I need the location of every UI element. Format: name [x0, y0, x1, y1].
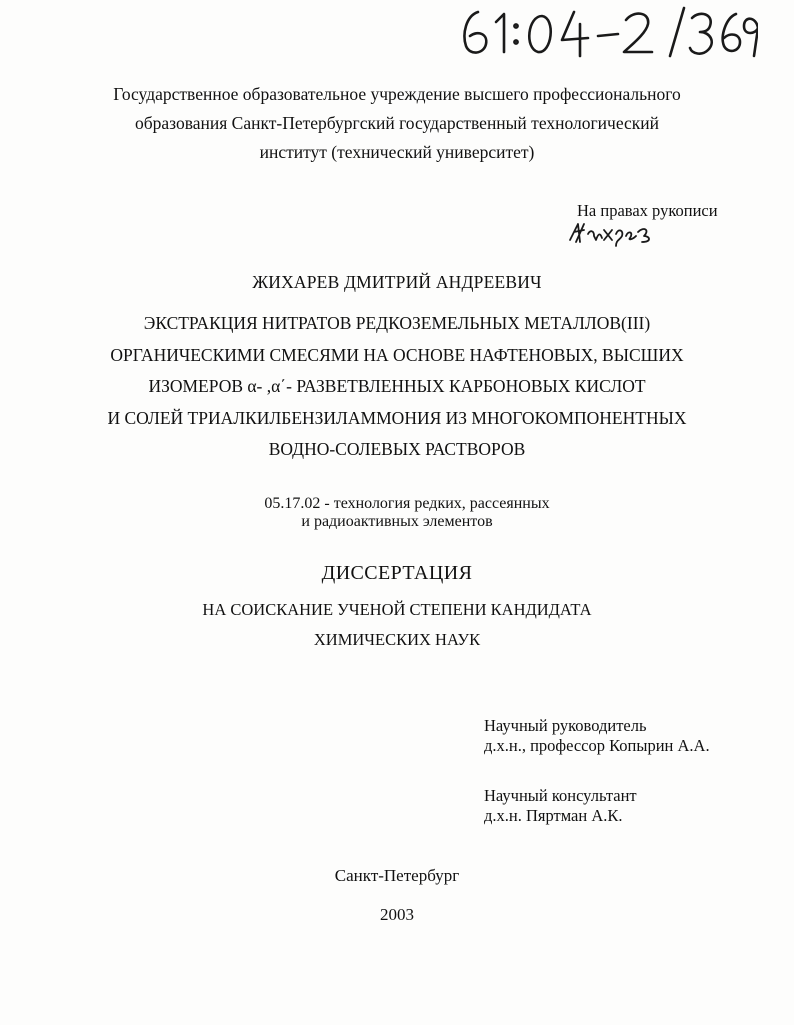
title-line: ИЗОМЕРОВ α- ,α΄- РАЗВЕТВЛЕННЫХ КАРБОНОВЫХ КИСЛОТ: [148, 376, 646, 396]
institution-line: образования Санкт-Петербургский государственный технологический: [134, 113, 660, 133]
institution-line: Государственное образовательное учреждение высшего профессионального: [113, 84, 681, 104]
year: 2003: [380, 905, 414, 924]
archive-number-handwritten: [458, 2, 758, 62]
dissertation-title: [0, 308, 794, 466]
city: Санкт-Петербург: [334, 866, 460, 885]
supervisor-role: Научный руководитель: [484, 716, 647, 735]
title-line: ВОДНО-СОЛЕВЫХ РАСТВОРОВ: [268, 439, 526, 459]
institution-block: [0, 80, 794, 167]
degree-line: ХИМИЧЕСКИХ НАУК: [313, 630, 481, 649]
consultant-role: Научный консультант: [484, 786, 637, 805]
consultant-name: д.х.н. Пяртман А.К.: [484, 806, 623, 825]
consultant-block: [484, 786, 637, 826]
title-line: ЭКСТРАКЦИЯ НИТРАТОВ РЕДКОЗЕМЕЛЬНЫХ МЕТАЛЛОВ(III): [143, 313, 651, 333]
title-line: И СОЛЕЙ ТРИАЛКИЛБЕНЗИЛАММОНИЯ ИЗ МНОГОКОМПОНЕНТНЫХ: [107, 407, 687, 428]
degree-line-block: [0, 595, 794, 655]
title-line: ОРГАНИЧЕСКИМИ СМЕСЯМИ НА ОСНОВЕ НАФТЕНОВЫХ, ВЫСШИХ: [110, 344, 684, 365]
rights-note: На правах рукописи: [577, 201, 718, 220]
supervisor-name: д.х.н., профессор Копырин А.А.: [484, 736, 710, 755]
specialty-line: 05.17.02 - технология редких, рассеянных: [264, 495, 550, 512]
handwritten-signature: [566, 218, 656, 248]
dissertation-heading: ДИССЕРТАЦИЯ: [321, 562, 473, 584]
author-name: ЖИХАРЕВ ДМИТРИЙ АНДРЕЕВИЧ: [252, 272, 542, 292]
supervisor-block: [484, 716, 710, 756]
degree-line: НА СОИСКАНИЕ УЧЕНОЙ СТЕПЕНИ КАНДИДАТА: [202, 600, 592, 619]
specialty-line: и радиоактивных элементов: [301, 513, 493, 530]
institution-line: институт (технический университет): [259, 142, 535, 162]
